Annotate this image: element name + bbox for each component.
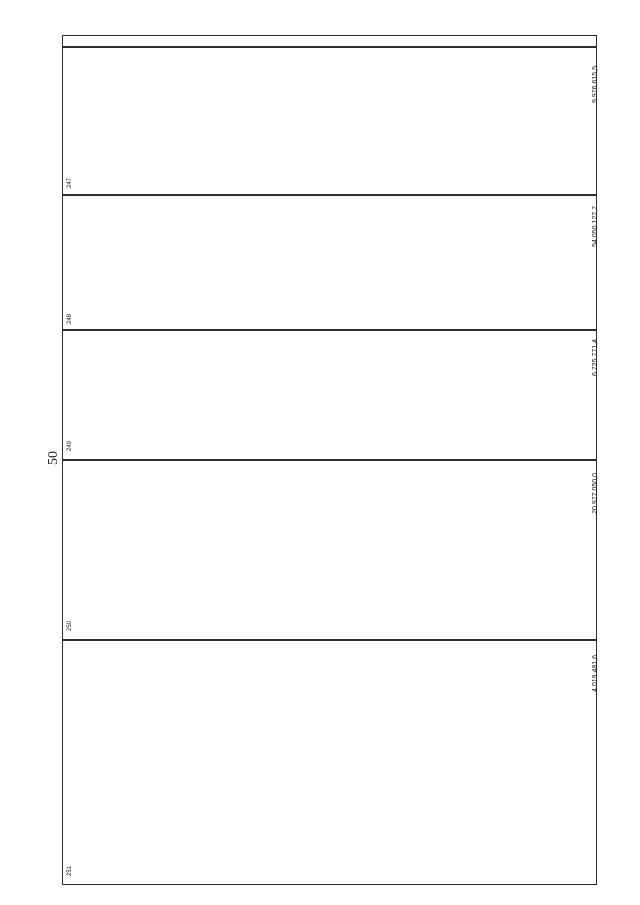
row-number: 250: [67, 620, 73, 631]
table-row: [62, 47, 597, 195]
page-number: 50: [46, 451, 61, 465]
total-value: 6 725 771,4: [592, 339, 599, 376]
column-header-strip: [62, 35, 597, 47]
row-number: 251: [67, 865, 73, 876]
total-value: 4 019 481,6: [592, 655, 599, 692]
row-number: 247: [67, 177, 73, 188]
table-row: [62, 640, 597, 885]
table-row: [62, 195, 597, 330]
row-number: 249: [67, 440, 73, 451]
total-value: 9 976 615,5: [592, 66, 599, 103]
table-row: [62, 330, 597, 460]
table-row: [62, 460, 597, 640]
land-table: [62, 35, 597, 885]
total-value: 20 977 050,0: [592, 473, 599, 514]
total-value: 54 050 127,7: [592, 206, 599, 247]
row-number: 248: [67, 313, 73, 324]
